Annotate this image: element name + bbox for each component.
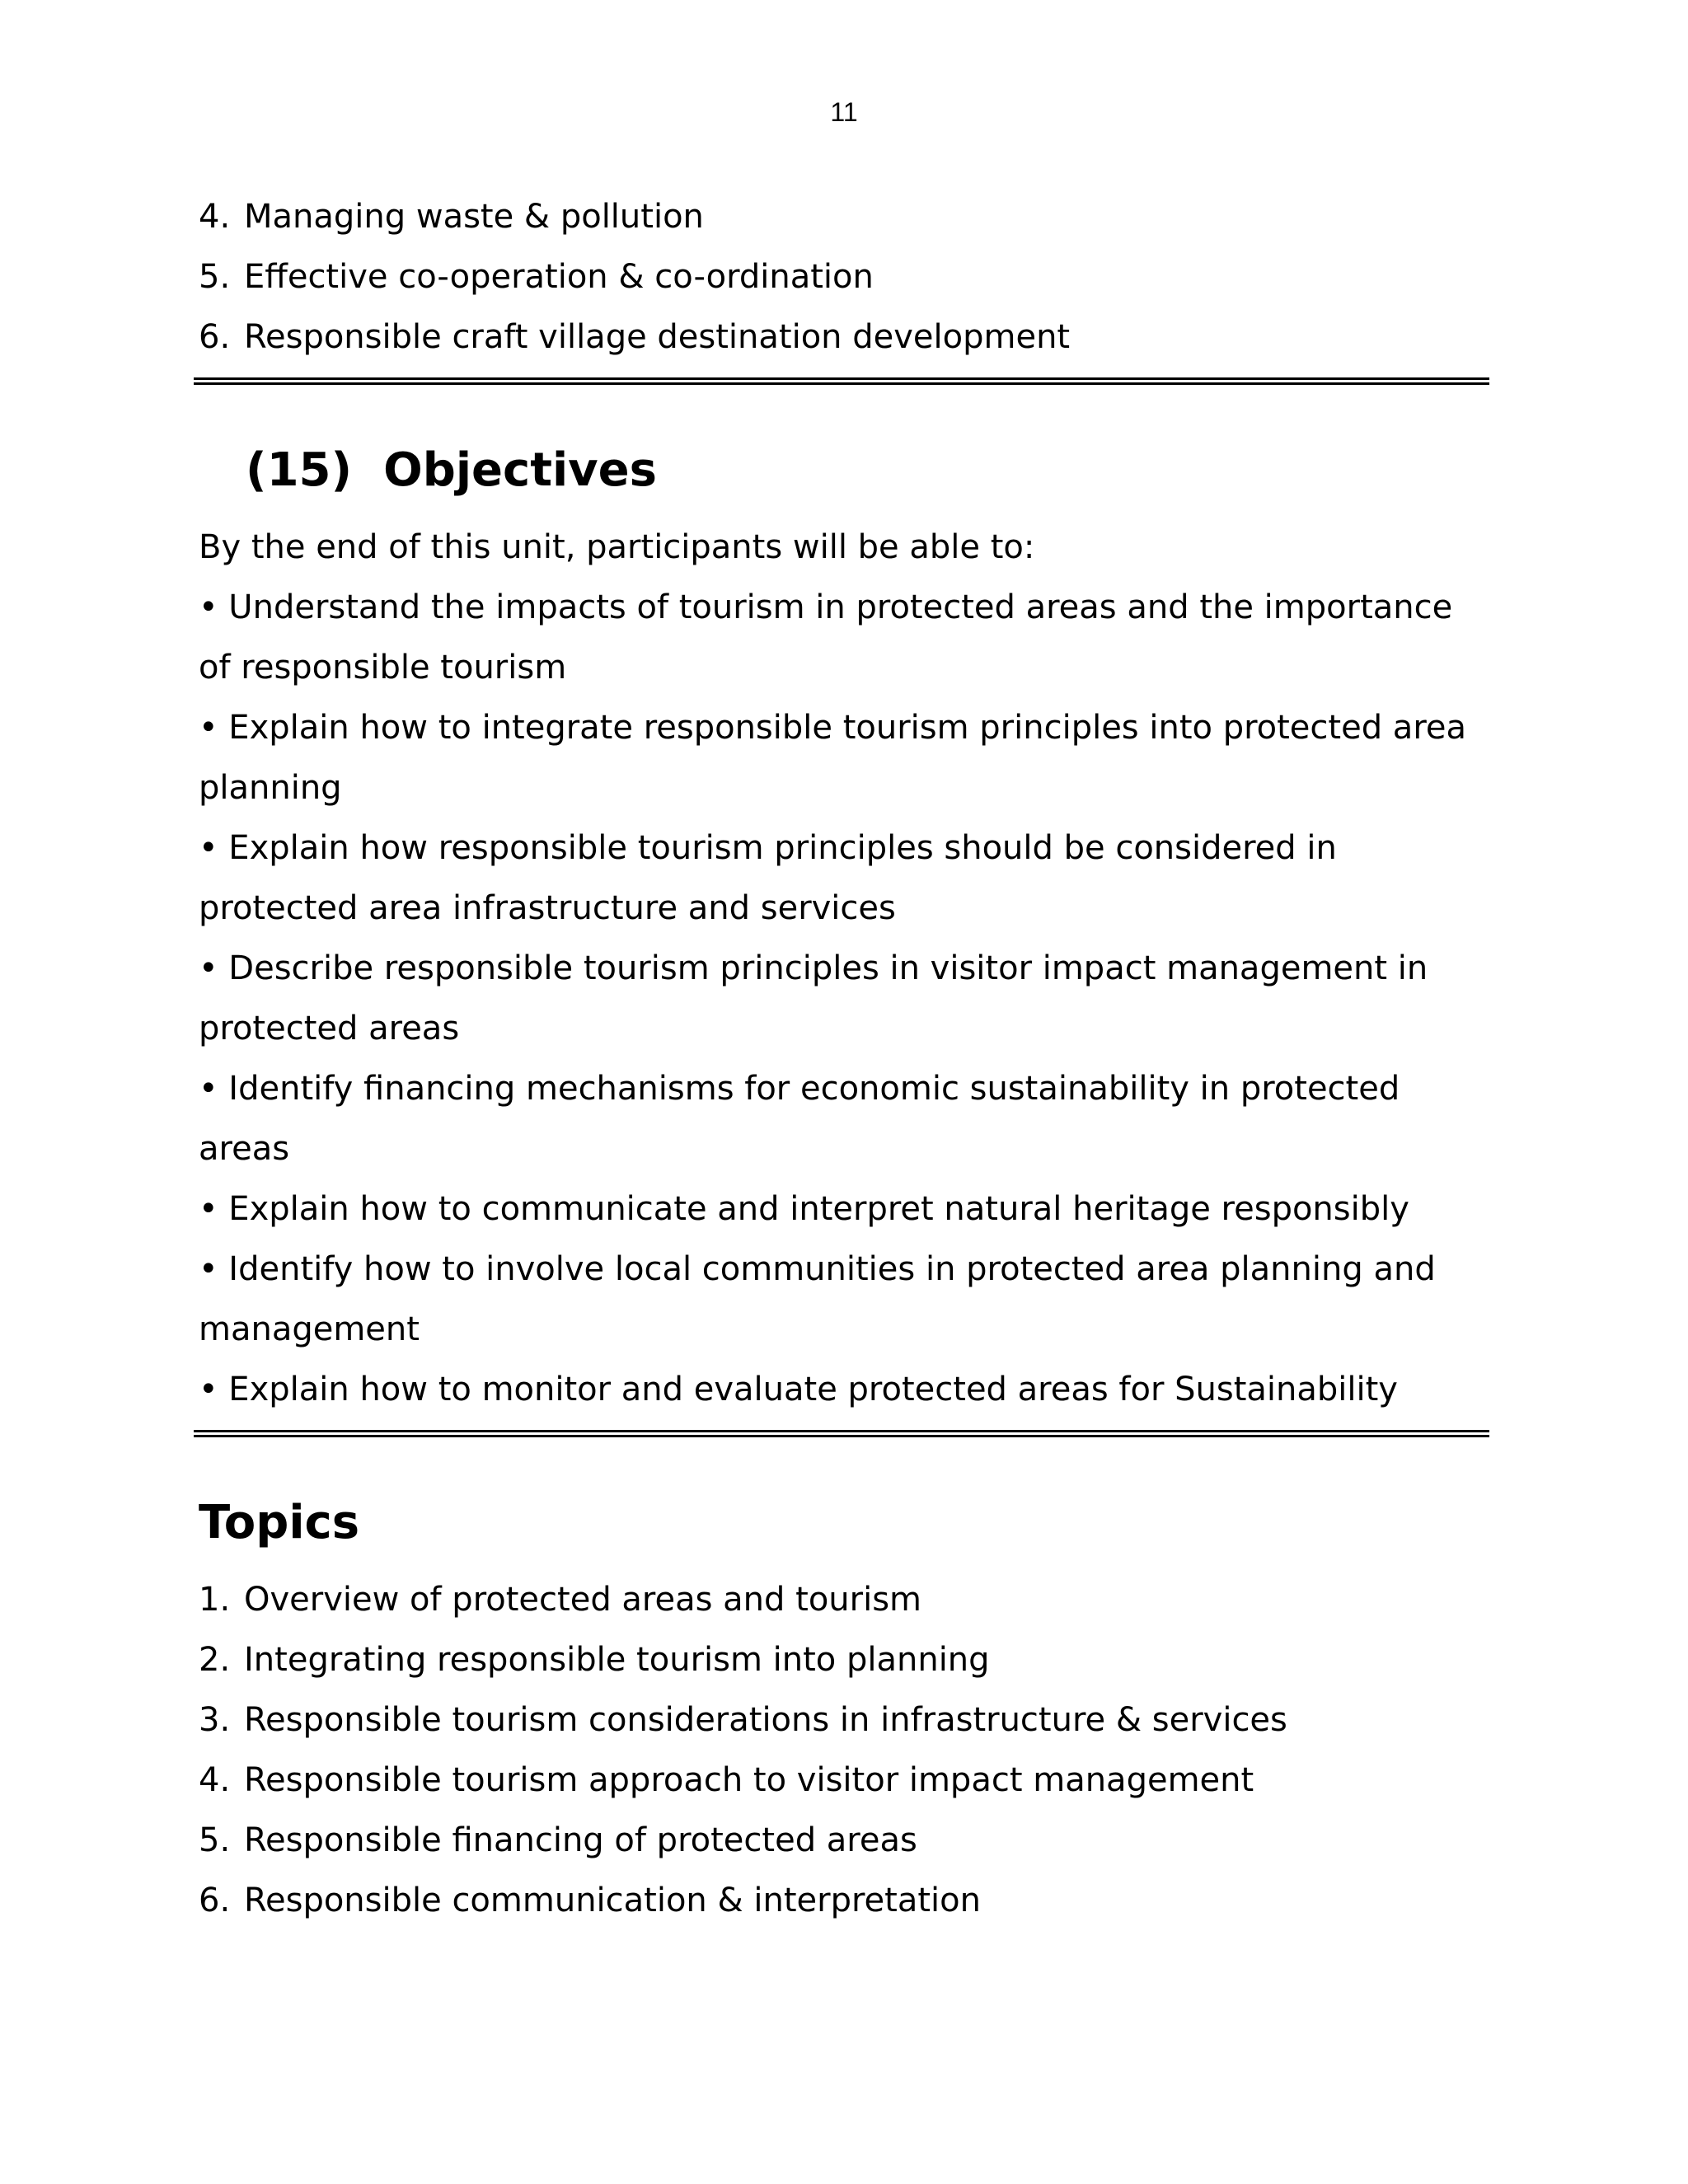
list-item-text: Managing waste & pollution	[244, 198, 704, 236]
objective-line: • Understand the impacts of tourism in protected areas and the importance	[199, 588, 1453, 626]
objective-line: • Explain how to monitor and evaluate protected areas for Sustainability	[199, 1371, 1398, 1408]
objective-line: • Describe responsible tourism principles in visitor impact management in	[199, 949, 1428, 987]
topic-item	[199, 1690, 1484, 1750]
section-divider	[194, 1430, 1489, 1437]
topic-text: Responsible tourism considerations in infrastructure & services	[244, 1701, 1287, 1739]
list-item-number: 5.	[199, 258, 231, 296]
topic-item	[199, 1750, 1484, 1811]
topic-text: Responsible tourism approach to visitor impact management	[244, 1761, 1254, 1799]
topic-number: 1.	[199, 1581, 231, 1619]
objectives-intro: By the end of this unit, participants will be able to:	[199, 528, 1035, 566]
continued-list	[199, 187, 1484, 368]
objectives-body	[199, 518, 1484, 1420]
objective-line: • Explain how to communicate and interpret natural heritage responsibly	[199, 1190, 1409, 1228]
topic-number: 5.	[199, 1821, 231, 1859]
list-item	[199, 307, 1484, 368]
topic-item	[199, 1570, 1484, 1630]
list-item-text: Effective co-operation & co-ordination	[244, 258, 874, 296]
objective-line: protected area infrastructure and services	[199, 889, 896, 927]
section-number: (15)	[246, 443, 353, 497]
topic-item	[199, 1630, 1484, 1690]
objective-line: • Explain how responsible tourism principles should be considered in	[199, 829, 1337, 867]
objective-line: of responsible tourism	[199, 649, 567, 687]
topic-text: Responsible financing of protected areas	[244, 1821, 917, 1859]
objective-line: • Explain how to integrate responsible tourism principles into protected area	[199, 709, 1467, 747]
section-divider	[194, 377, 1489, 385]
topics-list	[199, 1570, 1484, 1931]
topic-text: Responsible communication & interpretation	[244, 1882, 981, 1919]
objective-line: • Identify financing mechanisms for economic sustainability in protected	[199, 1070, 1400, 1108]
topic-item	[199, 1871, 1484, 1931]
topic-item	[199, 1811, 1484, 1871]
objective-line: areas	[199, 1130, 290, 1168]
objective-line: planning	[199, 769, 342, 807]
topic-number: 2.	[199, 1641, 231, 1679]
topic-number: 3.	[199, 1701, 231, 1739]
objective-line: management	[199, 1310, 420, 1348]
list-item-text: Responsible craft village destination development	[244, 318, 1071, 356]
objective-line: • Identify how to involve local communities in protected area planning and	[199, 1250, 1436, 1288]
list-item-number: 4.	[199, 198, 231, 236]
topic-text: Integrating responsible tourism into planning	[244, 1641, 990, 1679]
objective-line: protected areas	[199, 1010, 460, 1047]
list-item-number: 6.	[199, 318, 231, 356]
topic-text: Overview of protected areas and tourism	[244, 1581, 922, 1619]
topic-number: 6.	[199, 1882, 231, 1919]
page-number: 11	[830, 97, 858, 127]
topics-heading: Topics	[199, 1496, 360, 1549]
list-item	[199, 187, 1484, 247]
section-title: Objectives	[383, 443, 657, 497]
list-item	[199, 247, 1484, 307]
topic-number: 4.	[199, 1761, 231, 1799]
objectives-heading	[246, 442, 657, 499]
